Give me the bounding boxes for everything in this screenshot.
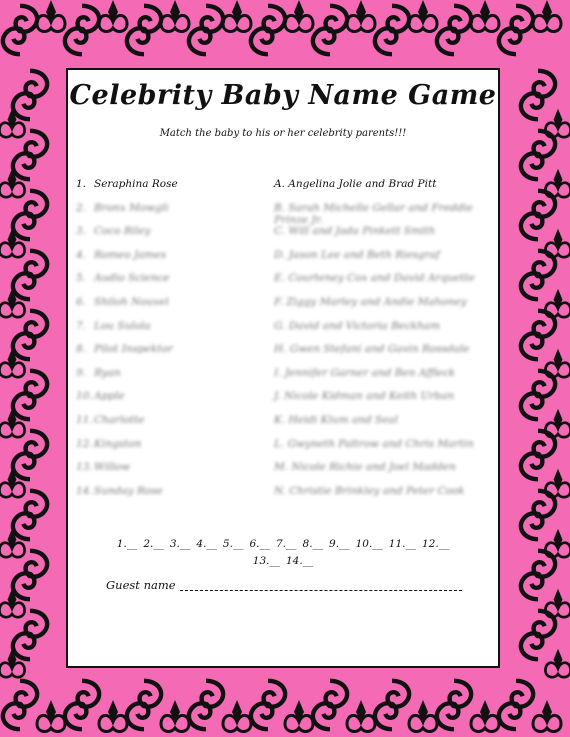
- answer-blank: 2.__: [143, 538, 164, 550]
- guest-name-label: Guest name: [106, 578, 176, 592]
- item-parents: L. Gwyneth Paltrow and Chris Martin: [274, 437, 474, 450]
- item-num: 11.: [76, 414, 93, 426]
- list-item: [76, 367, 496, 381]
- list-item: [76, 390, 496, 404]
- game-card: [66, 68, 500, 668]
- item-baby: Audio Science: [94, 272, 170, 285]
- item-parents: E. Courteney Cox and David Arquette: [274, 272, 475, 285]
- answer-blank: 1.__: [116, 538, 138, 550]
- item-num: 3.: [76, 225, 87, 238]
- item-baby: Pilot Inspektor: [94, 343, 173, 356]
- answer-blanks: [68, 536, 498, 570]
- item-baby: Romeo James: [94, 248, 167, 261]
- item-parents: N. Christie Brinkley and Peter Cook: [274, 484, 465, 497]
- list-item: [76, 249, 496, 263]
- item-parents: A. Angelina Jolie and Brad Pitt: [274, 178, 437, 190]
- item-num: 2.: [76, 201, 87, 214]
- item-baby: Lou Sulola: [94, 319, 151, 332]
- answer-blank: 10.__: [355, 538, 383, 550]
- item-num: 5.: [76, 272, 87, 285]
- item-num: 7.: [76, 319, 87, 332]
- item-num: 12.: [76, 437, 93, 450]
- list-item: [76, 414, 496, 428]
- item-baby: Seraphina Rose: [94, 178, 178, 190]
- list-item: [76, 201, 496, 226]
- item-num: 6.: [76, 296, 87, 308]
- item-parents: D. Jason Lee and Beth Riesgraf: [274, 248, 440, 261]
- item-parents: J. Nicole Kidman and Keith Urban: [274, 390, 455, 403]
- answer-blank: 5.__: [222, 538, 244, 550]
- answer-blank: 7.__: [275, 538, 297, 550]
- answer-blank: 11.__: [388, 538, 416, 550]
- item-parents: M. Nicole Richie and Joel Madden: [274, 461, 456, 474]
- item-num: 8.: [76, 343, 87, 356]
- item-num: 13.: [76, 461, 93, 474]
- answer-blank: 4.__: [196, 538, 217, 550]
- item-baby: Coco Riley: [94, 225, 151, 238]
- item-num: 10.: [76, 390, 93, 403]
- item-parents: G. David and Victoria Beckham: [274, 319, 441, 332]
- item-num: 14.: [76, 484, 93, 497]
- game-title: Celebrity Baby Name Game: [69, 80, 497, 111]
- item-baby: Willow: [94, 461, 130, 474]
- item-baby: Kingston: [94, 437, 142, 450]
- list-item: [76, 296, 496, 310]
- item-num: 4.: [76, 248, 87, 261]
- item-baby: Charlotte: [94, 414, 145, 426]
- item-parents: B. Sarah Michelle Gellar and Freddie Prinze Jr.: [274, 201, 474, 226]
- item-baby: Bronx Mowgli: [94, 201, 169, 214]
- answer-blank: 3.__: [169, 538, 191, 550]
- list-item: [76, 438, 496, 452]
- guest-name-line: [180, 590, 462, 591]
- list-item: [76, 225, 496, 239]
- item-baby: Sunday Rose: [94, 484, 163, 497]
- item-baby: Ryan: [94, 366, 121, 379]
- answer-blank: 14.__: [286, 555, 314, 567]
- item-baby: Apple: [94, 390, 125, 403]
- list-item: [76, 461, 496, 475]
- item-num: 9.: [76, 366, 87, 379]
- item-num: 1.: [76, 178, 87, 190]
- item-parents: F. Ziggy Marley and Andie Mahoney: [274, 296, 467, 308]
- answer-blank: 9.__: [329, 538, 350, 550]
- item-parents: C. Will and Jada Pinkett Smith: [274, 225, 436, 238]
- item-parents: K. Heidi Klum and Seal: [274, 414, 399, 426]
- item-baby: Shiloh Nouvel: [94, 296, 169, 308]
- answer-blank: 13.__: [252, 555, 280, 567]
- item-parents: I. Jennifer Garner and Ben Affleck: [274, 366, 456, 379]
- item-parents: H. Gwen Stefani and Gavin Rossdale: [274, 343, 470, 356]
- answer-blank: 12.__: [421, 538, 450, 550]
- answer-blank: 6.__: [249, 538, 270, 550]
- list-item: [76, 320, 496, 334]
- list-item: [76, 343, 496, 357]
- game-subtitle: Match the baby to his or her celebrity parents!!!: [159, 128, 407, 139]
- answer-blank: 8.__: [302, 538, 324, 550]
- list-item: [76, 272, 496, 286]
- list-item: [76, 178, 496, 192]
- list-item: [76, 485, 496, 499]
